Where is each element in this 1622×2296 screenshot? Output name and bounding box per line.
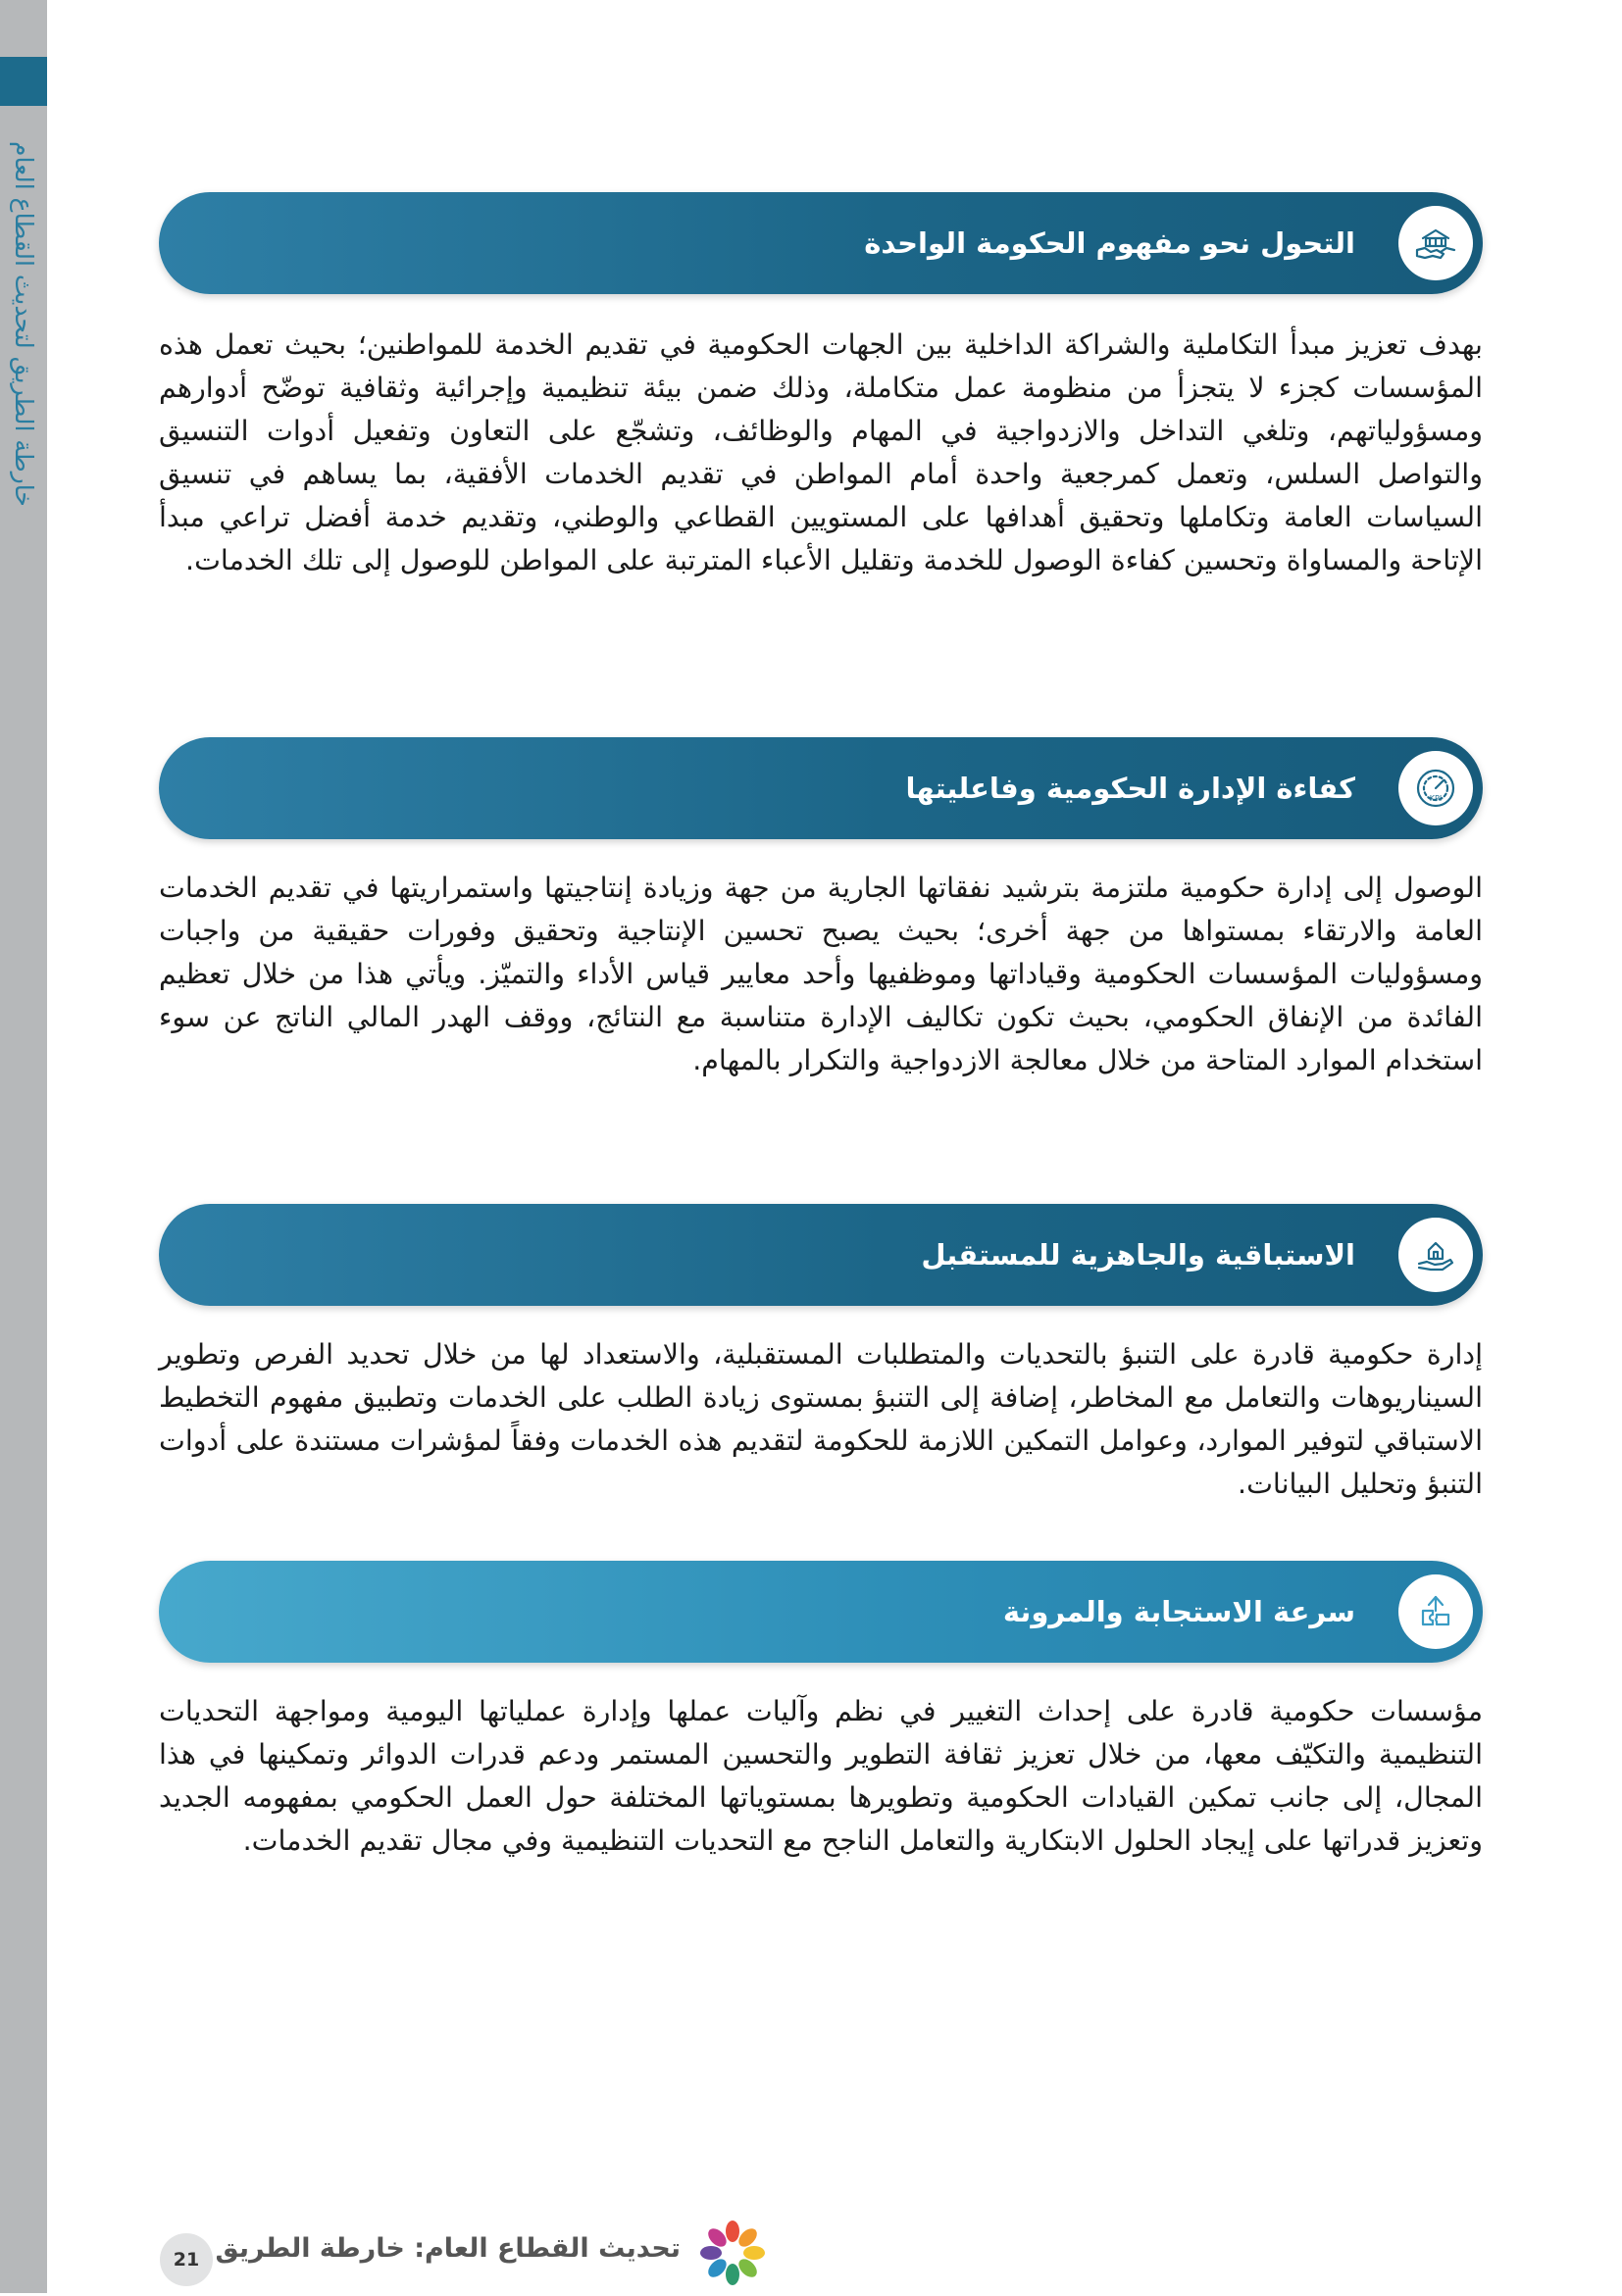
section-title: كفاءة الإدارة الحكومية وفاعليتها bbox=[905, 772, 1355, 805]
section-paragraph: إدارة حكومية قادرة على التنبؤ بالتحديات والمتطلبات المستقبلية، والاستعداد لها من خلال تحديد الفرص وتطوير السيناريوهات والتعامل مع المخاطر، إضافة إلى التنبؤ بمستوى زيادة الطلب على الخدمات وتطبيق مفهوم التخطيط الاستباقي لتوفير الموارد، وعوامل التمكين اللازمة للحكومة لتقديم هذه الخدمات وفقاً لمؤشرات مستندة على أدوات التنبؤ وتحليل البيانات. bbox=[159, 1338, 1483, 1500]
section-title: الاستباقية والجاهزية للمستقبل bbox=[921, 1238, 1355, 1272]
section-banner bbox=[159, 1561, 1483, 1663]
sidebar-title: خارطة الطريق لتحديث القطاع العام bbox=[10, 140, 38, 507]
section-banner bbox=[159, 192, 1483, 294]
page-number: 21 bbox=[160, 2233, 213, 2286]
hand-house-icon bbox=[1398, 1218, 1473, 1292]
section-paragraph: بهدف تعزيز مبدأ التكاملية والشراكة الداخلية بين الجهات الحكومية في تقديم الخدمة للمواطنين؛ بحيث تعمل هذه المؤسسات كجزء لا يتجزأ من منظومة عمل متكاملة، وذلك ضمن بيئة تنظيمية وإجرائية وثقافية توضّح أدوارهم ومسؤولياتهم، وتلغي التداخل والازدواجية في المهام والوظائف، وتشجّع على التعاون وتفعيل أدوات التنسيق والتواصل السلس، وتعمل كمرجعية واحدة أمام المواطن في تقديم الخدمات الأفقية، بما يساهم في تنسيق السياسات العامة وتكاملها وتحقيق أهدافها على المستويين القطاعي والوطني، وتقديم خدمة أفضل تراعي مبدأ الإتاحة والمساواة وتحسين كفاءة الوصول للخدمة وتقليل الأعباء المترتبة على المواطن للوصول إلى تلك الخدمات. bbox=[159, 328, 1483, 576]
kpi-icon-label: KPI bbox=[1429, 794, 1443, 803]
footer-title: تحديث القطاع العام: خارطة الطريق bbox=[215, 2233, 681, 2264]
section-title: سرعة الاستجابة والمرونة bbox=[1002, 1595, 1355, 1628]
kpi-gauge-icon bbox=[1398, 751, 1473, 825]
section-paragraph: الوصول إلى إدارة حكومية ملتزمة بترشيد نفقاتها الجارية من جهة وزيادة إنتاجيتها واستمراريتها في تقديم الخدمات العامة والارتقاء بمستواها من جهة أخرى؛ بحيث يصبح تحسين الإنتاجية وتحقيق وفورات حقيقية من واجبات ومسؤوليات المؤسسات الحكومية وقياداتها وموظفيها وأحد معايير قياس الأداء والتميّز. ويأتي هذا من خلال تعظيم الفائدة من الإنفاق الحكومي، بحيث تكون تكاليف الإدارة متناسبة مع النتائج، ووقف الهدر المالي الناتج عن سوء استخدام الموارد المتاحة من خلال معالجة الازدواجية والتكرار بالمهام. bbox=[159, 872, 1483, 1076]
puzzle-upload-icon bbox=[1398, 1574, 1473, 1649]
section-paragraph: مؤسسات حكومية قادرة على إحداث التغيير في نظم وآليات عملها وإدارة عملياتها اليومية ومواجهة التحديات التنظيمية والتكيّف معها، من خلال تعزيز ثقافة التطوير والتحسين المستمر ودعم قدرات الدوائر وتمكينها في هذا المجال، إلى جانب تمكين القيادات الحكومية وتطويرها بمستوياتها المختلفة حول العمل الحكومي بمفهومه الجديد وتعزيز قدراتها على إيجاد الحلول الابتكارية والتعامل الناجح مع التحديات التنظيمية وفي مجال تقديم الخدمات. bbox=[159, 1695, 1483, 1857]
section-banner bbox=[159, 1204, 1483, 1306]
section-banner bbox=[159, 737, 1483, 839]
handshake-building-icon bbox=[1398, 206, 1473, 280]
sidebar-accent-block bbox=[0, 57, 47, 106]
section-title: التحول نحو مفهوم الحكومة الواحدة bbox=[864, 226, 1355, 260]
modernization-logo-icon bbox=[688, 2214, 777, 2292]
